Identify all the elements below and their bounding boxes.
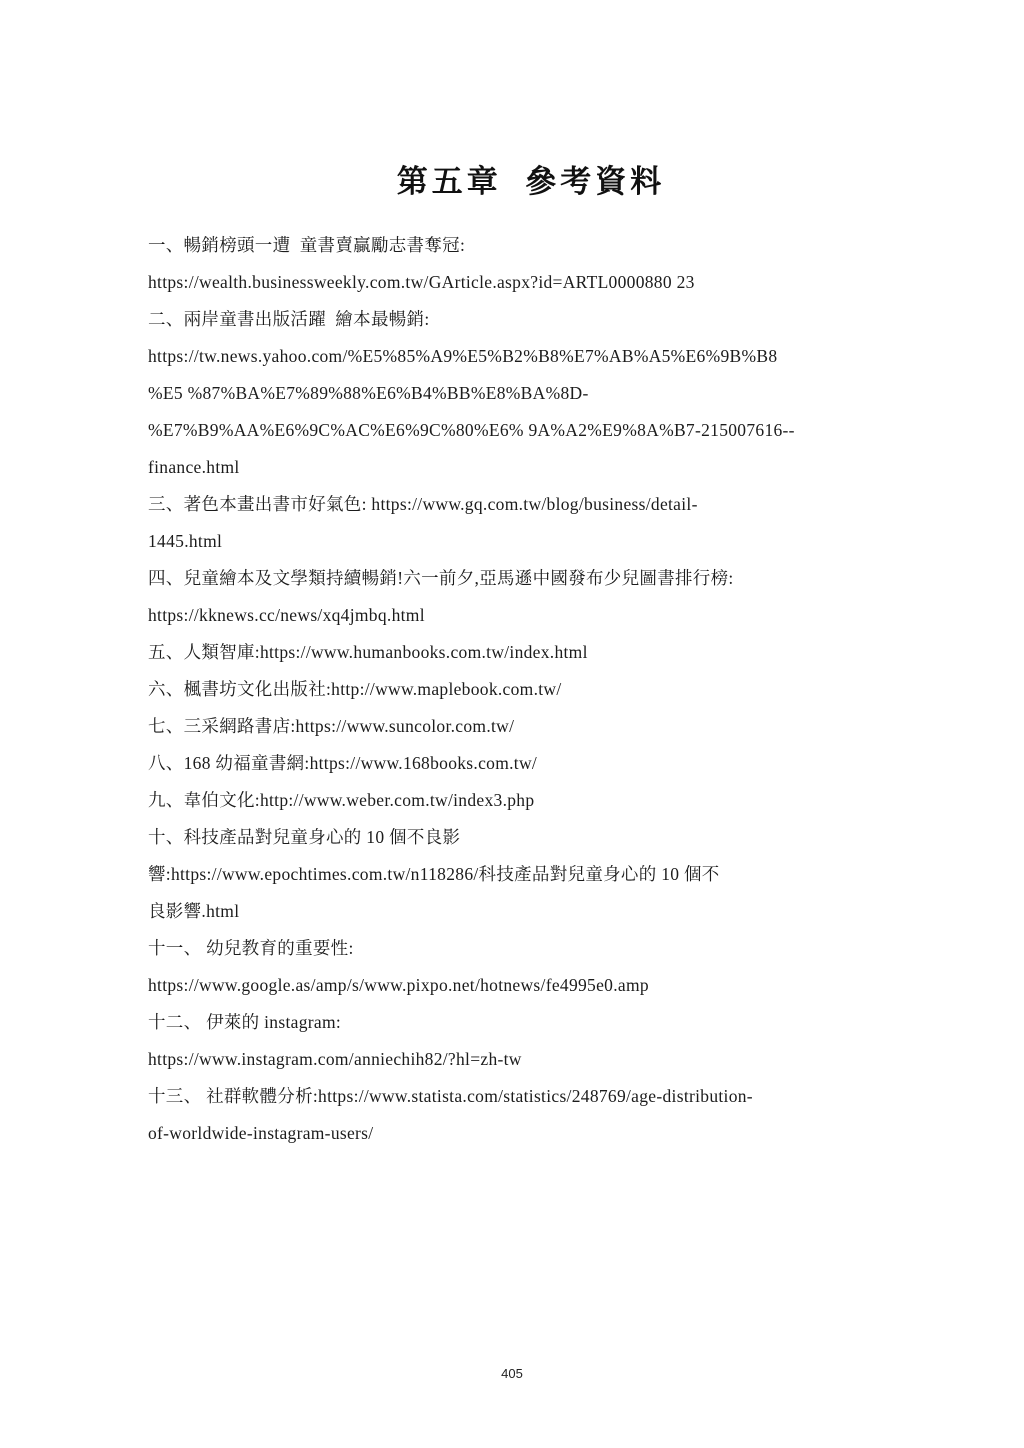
reference-line: %E7%B9%AA%E6%9C%AC%E6%9C%80%E6% 9A%A2%E9%8A%B7-215007616-- (148, 420, 795, 440)
reference-line: 八、168 幼福童書網:https://www.168books.com.tw/ (148, 753, 538, 773)
reference-line: https://wealth.businessweekly.com.tw/GArticle.aspx?id=ARTL0000880 23 (148, 272, 695, 292)
reference-line: finance.html (148, 457, 240, 477)
reference-line: 十三、 社群軟體分析:https://www.statista.com/statistics/248769/age-distribution- (148, 1086, 753, 1106)
reference-line: 五、人類智庫:https://www.humanbooks.com.tw/index.html (148, 642, 588, 662)
reference-list (148, 227, 914, 1152)
reference-line: 二、兩岸童書出版活躍 繪本最暢銷: (148, 309, 430, 329)
page-number: 405 (501, 1366, 523, 1381)
page-content (148, 156, 914, 1152)
reference-line: 1445.html (148, 531, 223, 551)
reference-line: 響:https://www.epochtimes.com.tw/n118286/科技產品對兒童身心的 10 個不 (148, 864, 720, 884)
reference-line: 十、科技產品對兒童身心的 10 個不良影 (148, 827, 461, 847)
reference-line: 三、著色本畫出書市好氣色: https://www.gq.com.tw/blog/business/detail- (148, 494, 698, 514)
reference-line: https://www.google.as/amp/s/www.pixpo.net/hotnews/fe4995e0.amp (148, 975, 649, 995)
page-title: 第五章 參考資料 (396, 164, 666, 199)
reference-line: https://kknews.cc/news/xq4jmbq.html (148, 605, 425, 625)
reference-line: 一、暢銷榜頭一遭 童書賣贏勵志書奪冠: (148, 235, 466, 255)
reference-line: 九、韋伯文化:http://www.weber.com.tw/index3.php (148, 790, 535, 810)
reference-line: %E5 %87%BA%E7%89%88%E6%B4%BB%E8%BA%8D- (148, 383, 589, 403)
reference-line: 十一、 幼兒教育的重要性: (148, 938, 354, 958)
reference-line: 四、兒童繪本及文學類持續暢銷!六一前夕,亞馬遜中國發布少兒圖書排行榜: (148, 568, 734, 588)
reference-line: 良影響.html (148, 901, 240, 921)
reference-line: 六、楓書坊文化出版社:http://www.maplebook.com.tw/ (148, 679, 562, 699)
reference-line: 十二、 伊萊的 instagram: (148, 1012, 342, 1032)
reference-line: 七、三采網路書店:https://www.suncolor.com.tw/ (148, 716, 515, 736)
reference-line: https://www.instagram.com/anniechih82/?hl=zh-tw (148, 1049, 522, 1069)
reference-line: of-worldwide-instagram-users/ (148, 1123, 374, 1143)
reference-line: https://tw.news.yahoo.com/%E5%85%A9%E5%B2%B8%E7%AB%A5%E6%9B%B8 (148, 346, 778, 366)
